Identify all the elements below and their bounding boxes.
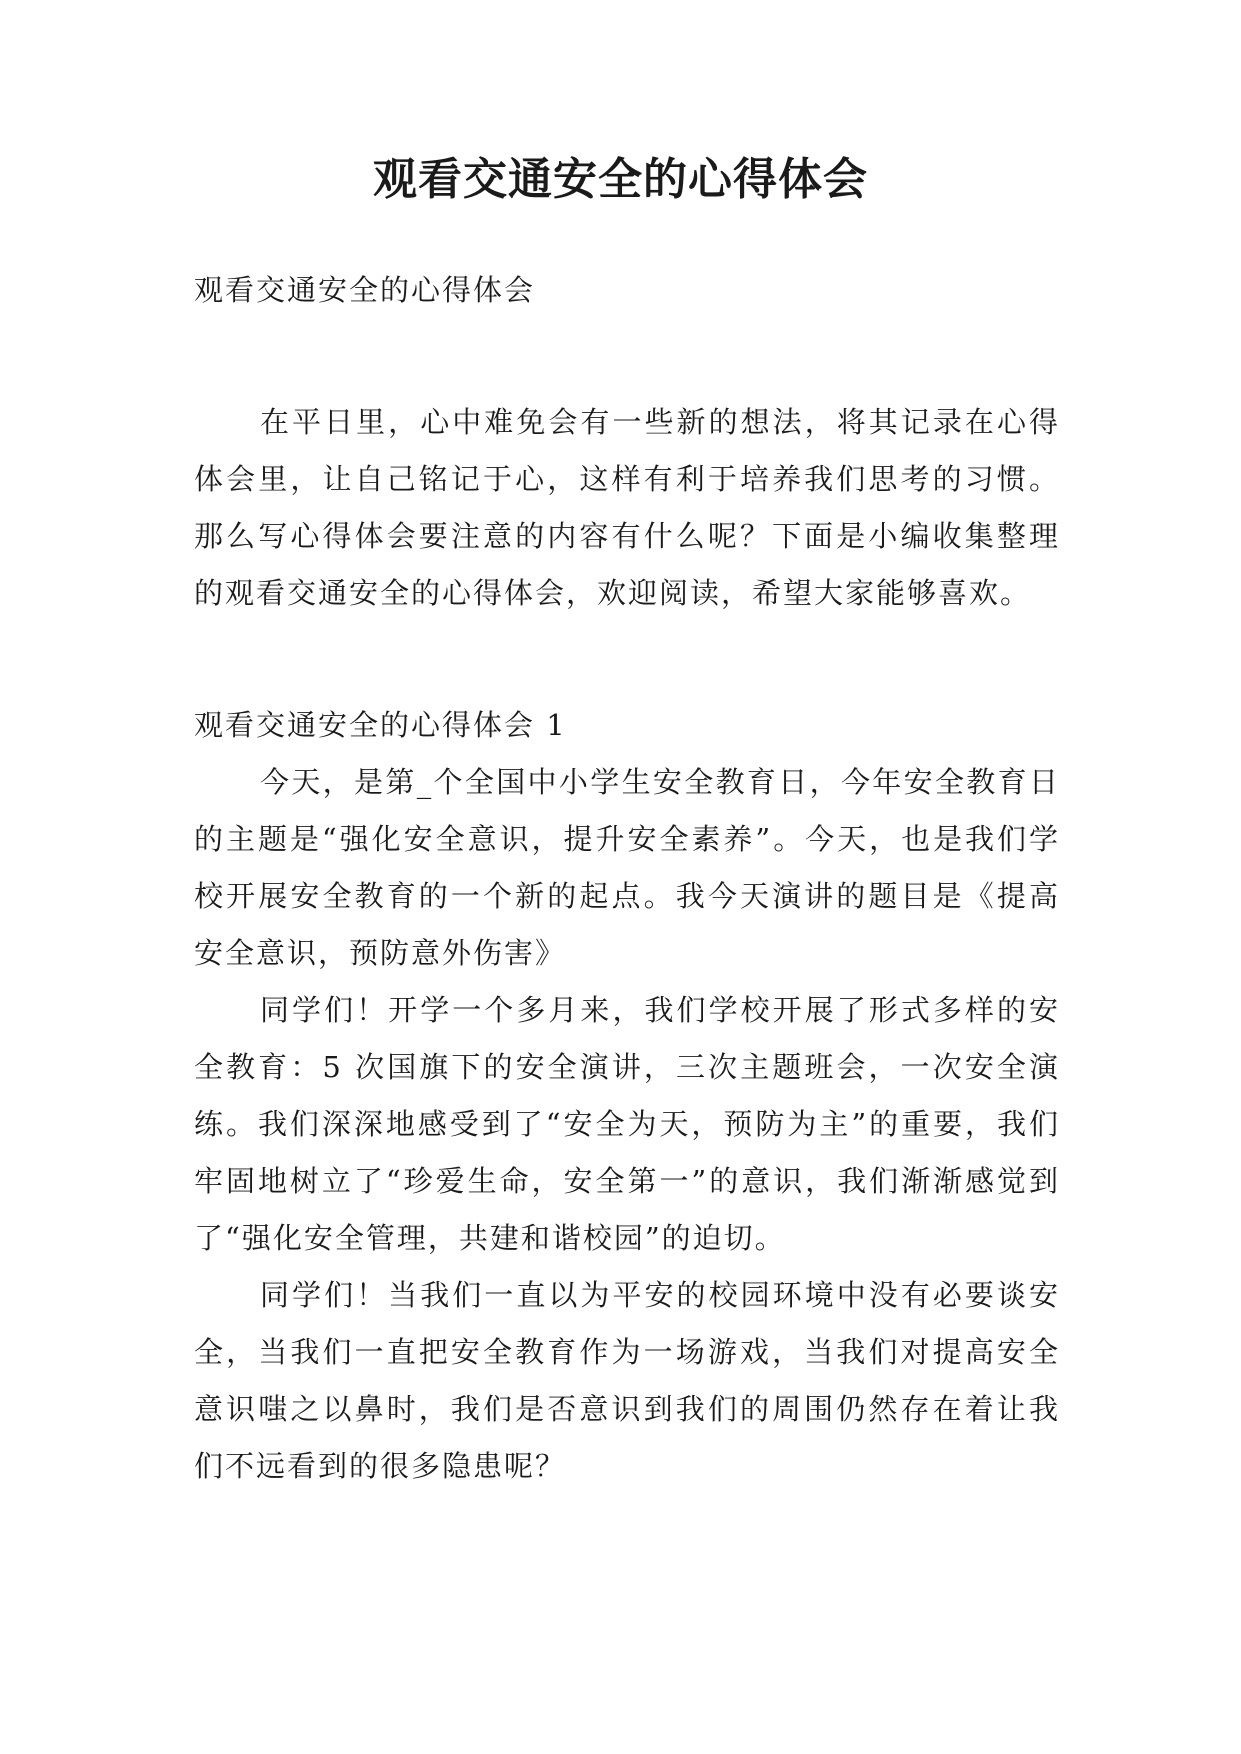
- document-title: 观看交通安全的心得体会: [373, 154, 868, 205]
- spacer: [194, 376, 1060, 394]
- body-paragraph: 同学们！当我们一直以为平安的校园环境中没有必要谈安全，当我们一直把安全教育作为一场游戏，当我们对提高安全意识嗤之以鼻时，我们是否意识到我们的周围仍然存在着让我们不远看到的很多隐患呢？: [194, 1278, 1060, 1483]
- document-subtitle: 观看交通安全的心得体会: [194, 273, 536, 307]
- intro-paragraph: 在平日里，心中难免会有一些新的想法，将其记录在心得体会里，让自己铭记于心，这样有利于培养我们思考的习惯。那么写心得体会要注意的内容有什么呢？下面是小编收集整理的观看交通安全的心得体会，欢迎阅读，希望大家能够喜欢。: [194, 405, 1060, 610]
- section-heading: 观看交通安全的心得体会 1: [194, 708, 567, 742]
- spacer: [194, 319, 1060, 376]
- document-body: [194, 262, 1060, 1495]
- body-paragraph: 同学们！开学一个多月来，我们学校开展了形式多样的安全教育：5 次国旗下的安全演讲，三次主题班会，一次安全演练。我们深深地感受到了“安全为天，预防为主”的重要，我们牢固地树立了“珍爱生命，安全第一”的意识，我们渐渐感觉到了“强化安全管理，共建和谐校园”的迫切。: [194, 993, 1060, 1255]
- spacer: [194, 622, 1060, 679]
- spacer: [194, 679, 1060, 697]
- body-paragraph: 今天，是第_个全国中小学生安全教育日，今年安全教育日的主题是“强化安全意识，提升安全素养”。今天，也是我们学校开展安全教育的一个新的起点。我今天演讲的题目是《提高安全意识，预防意外伤害》: [194, 765, 1060, 970]
